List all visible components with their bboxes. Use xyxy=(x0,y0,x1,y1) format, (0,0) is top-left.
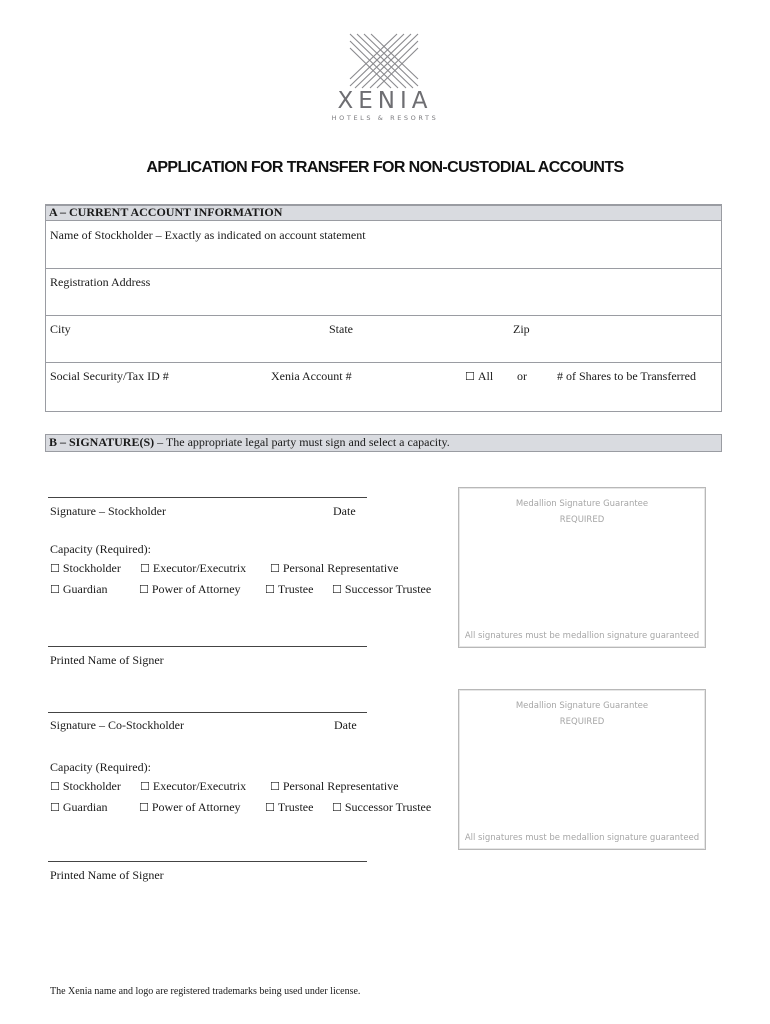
medallion-note: All signatures must be medallion signature guaranteed xyxy=(464,833,700,843)
signature-line[interactable] xyxy=(48,712,367,713)
executor-checkbox[interactable] xyxy=(140,561,246,576)
divider xyxy=(45,362,722,363)
guardian-checkbox[interactable] xyxy=(50,582,108,597)
medallion-required: REQUIRED xyxy=(559,717,605,727)
personal-representative-checkbox[interactable] xyxy=(270,779,399,794)
medallion-title: Medallion Signature Guarantee xyxy=(515,499,649,509)
printed-name-line[interactable] xyxy=(48,861,367,862)
executor-checkbox[interactable] xyxy=(140,779,246,794)
medallion-required: REQUIRED xyxy=(559,515,605,525)
power-of-attorney-checkbox[interactable] xyxy=(139,582,241,597)
power-of-attorney-checkbox[interactable] xyxy=(139,800,241,815)
date-label: Date xyxy=(333,504,356,518)
successor-trustee-checkbox[interactable] xyxy=(332,800,431,815)
checkbox-label: Trustee xyxy=(277,582,314,596)
section-a-title: A – CURRENT ACCOUNT INFORMATION xyxy=(49,205,283,219)
date-label: Date xyxy=(334,718,357,732)
divider xyxy=(45,268,722,269)
state-field[interactable]: State xyxy=(329,322,353,336)
medallion-note: All signatures must be medallion signature guaranteed xyxy=(464,631,700,641)
medallion-box xyxy=(458,689,706,850)
page-title: APPLICATION FOR TRANSFER FOR NON-CUSTODIAL ACCOUNTS xyxy=(146,159,624,176)
or-text: or xyxy=(517,369,527,383)
ssn-field[interactable]: Social Security/Tax ID # xyxy=(50,369,169,383)
section-b-header xyxy=(45,434,722,452)
checkbox-label: Power of Attorney xyxy=(151,800,241,814)
successor-trustee-checkbox[interactable] xyxy=(332,582,431,597)
all-shares-label: All xyxy=(477,369,494,383)
printed-name-line[interactable] xyxy=(48,646,367,647)
section-b-instruction: – The appropriate legal party must sign and select a capacity. xyxy=(154,435,450,449)
checkbox-label: Successor Trustee xyxy=(344,800,432,814)
checkbox-label: Personal Representative xyxy=(282,779,399,793)
stockholder-checkbox[interactable] xyxy=(50,779,121,794)
section-b-title: B – SIGNATURE(S) xyxy=(49,435,155,449)
checkbox-label: Executor/Executrix xyxy=(152,561,247,575)
checkbox-label: Personal Representative xyxy=(282,561,399,575)
registration-address-field[interactable]: Registration Address xyxy=(50,275,151,289)
signature-stockholder-label: Signature – Stockholder xyxy=(50,504,166,518)
medallion-box xyxy=(458,487,706,648)
personal-representative-checkbox[interactable] xyxy=(270,561,399,576)
shares-to-transfer-field[interactable]: # of Shares to be Transferred xyxy=(557,369,696,383)
guardian-checkbox[interactable] xyxy=(50,800,108,815)
xenia-logo-icon xyxy=(348,32,420,90)
zip-field[interactable]: Zip xyxy=(513,322,530,336)
checkbox-label: Executor/Executrix xyxy=(152,779,247,793)
stockholder-name-field[interactable]: Name of Stockholder – Exactly as indicated on account statement xyxy=(50,228,366,242)
trustee-checkbox[interactable] xyxy=(265,582,313,597)
checkbox-label: Trustee xyxy=(277,800,314,814)
logo-wordmark: XENIA xyxy=(337,88,433,114)
footer-trademark-note: The Xenia name and logo are registered trademarks being used under license. xyxy=(50,986,361,997)
checkbox-label: Successor Trustee xyxy=(344,582,432,596)
checkbox-label: Power of Attorney xyxy=(151,582,241,596)
xenia-account-field[interactable]: Xenia Account # xyxy=(271,369,352,383)
capacity-label: Capacity (Required): xyxy=(50,760,151,774)
stockholder-checkbox[interactable] xyxy=(50,561,121,576)
divider xyxy=(45,315,722,316)
city-field[interactable]: City xyxy=(50,322,71,336)
signature-co-stockholder-label: Signature – Co-Stockholder xyxy=(50,718,184,732)
printed-name-label: Printed Name of Signer xyxy=(50,868,164,882)
logo-tagline: HOTELS & RESORTS xyxy=(331,114,439,122)
printed-name-label: Printed Name of Signer xyxy=(50,653,164,667)
checkbox-label: Guardian xyxy=(62,582,108,596)
checkbox-label: Stockholder xyxy=(62,561,121,575)
capacity-label: Capacity (Required): xyxy=(50,542,151,556)
all-shares-checkbox[interactable] xyxy=(465,369,493,384)
checkbox-label: Guardian xyxy=(62,800,108,814)
medallion-title: Medallion Signature Guarantee xyxy=(515,701,649,711)
checkbox-label: Stockholder xyxy=(62,779,121,793)
signature-line[interactable] xyxy=(48,497,367,498)
trustee-checkbox[interactable] xyxy=(265,800,313,815)
